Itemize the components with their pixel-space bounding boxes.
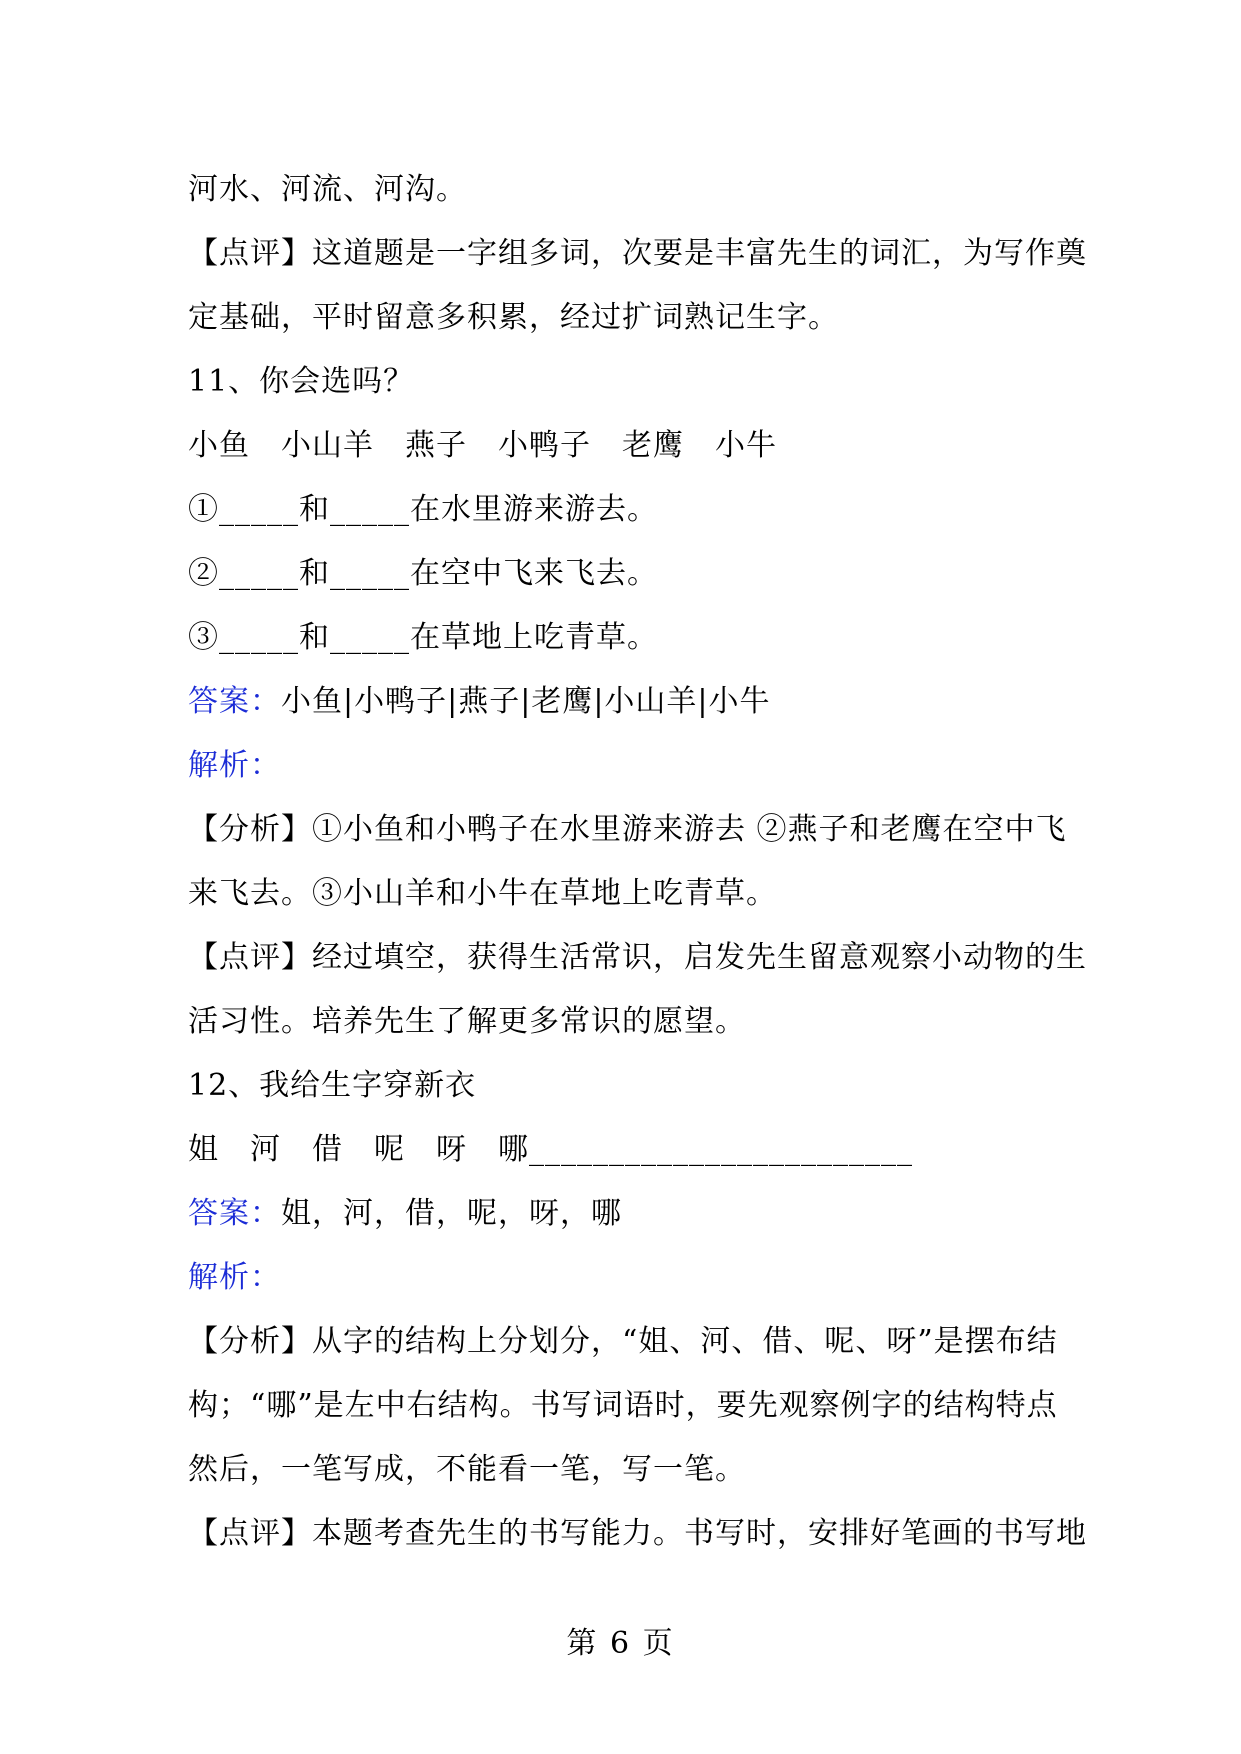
answer-text: 小鱼|小鸭子|燕子|老鹰|小山羊|小牛 bbox=[281, 684, 771, 719]
text-line: 河水、河流、河沟。 bbox=[188, 172, 467, 207]
analysis-line: 【分析】①小鱼和小鸭子在水里游来游去 ②燕子和老鹰在空中飞 bbox=[188, 812, 1067, 847]
analysis-line: 来飞去。③小山羊和小牛在草地上吃青草。 bbox=[188, 876, 777, 911]
analysis-label: 解析： bbox=[188, 748, 281, 783]
answer-line-1 bbox=[188, 670, 1068, 734]
question-12-title: 12、我给生字穿新衣 bbox=[188, 1068, 477, 1103]
answer-label: 答案： bbox=[188, 684, 281, 719]
comment-line: 【点评】经过填空，获得生活常识，启发先生留意观察小动物的生 bbox=[188, 940, 1087, 975]
answer-text: 姐，河，借，呢，呀，哪 bbox=[281, 1196, 622, 1231]
answer-line-2 bbox=[188, 1182, 1068, 1246]
comment-line: 【点评】这道题是一字组多词，次要是丰富先生的词汇，为写作奠 bbox=[188, 236, 1087, 271]
character-list: 姐 河 借 呢 呀 哪________________________ bbox=[188, 1132, 913, 1167]
blank-item-3: ③_____和_____在草地上吃青草。 bbox=[188, 620, 658, 655]
answer-label: 答案： bbox=[188, 1196, 281, 1231]
analysis-label: 解析： bbox=[188, 1260, 281, 1295]
analysis-line: 然后，一笔写成，不能看一笔，写一笔。 bbox=[188, 1452, 746, 1487]
analysis-line: 构；“哪”是左中右结构。书写词语时，要先观察例字的结构特点 bbox=[188, 1388, 1058, 1423]
page-number: 第 6 页 bbox=[566, 1626, 675, 1661]
text-line: 定基础，平时留意多积累，经过扩词熟记生字。 bbox=[188, 300, 839, 335]
comment-line: 【点评】本题考查先生的书写能力。书写时，安排好笔画的书写地 bbox=[188, 1516, 1087, 1551]
word-options: 小鱼 小山羊 燕子 小鸭子 老鹰 小牛 bbox=[188, 428, 777, 463]
question-11-title: 11、你会选吗？ bbox=[188, 364, 415, 399]
comment-line: 活习性。培养先生了解更多常识的愿望。 bbox=[188, 1004, 746, 1039]
blank-item-1: ①_____和_____在水里游来游去。 bbox=[188, 492, 658, 527]
blank-item-2: ②_____和_____在空中飞来飞去。 bbox=[188, 556, 658, 591]
page-content bbox=[188, 158, 1087, 1566]
analysis-line: 【分析】从字的结构上分划分，“姐、河、借、呢、呀”是摆布结 bbox=[188, 1324, 1058, 1359]
